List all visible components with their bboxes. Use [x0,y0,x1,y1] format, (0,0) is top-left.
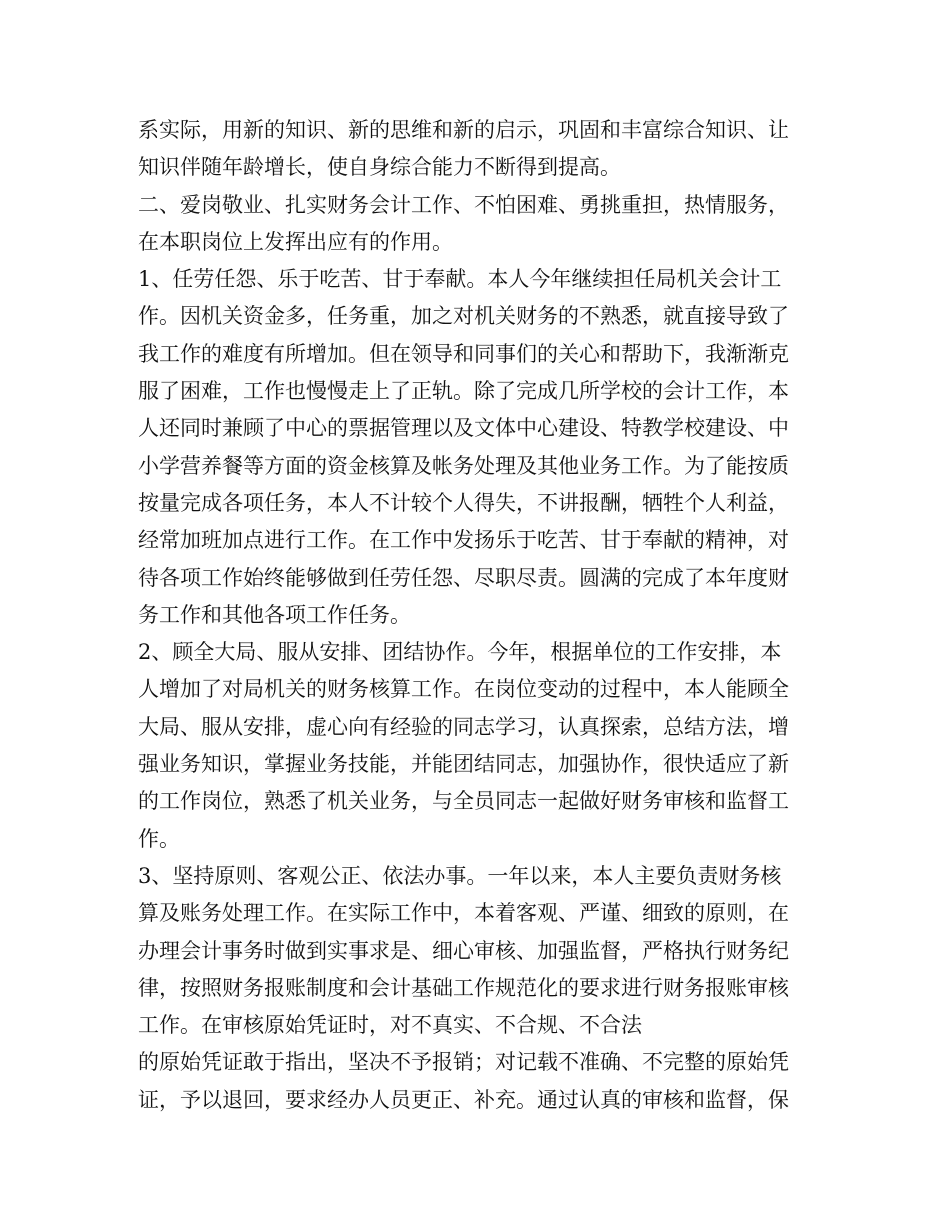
text-line: 务工作和其他各项工作任务。 [138,602,411,627]
text-line: 3、坚持原则、客观公正、依法办事。一年以来，本人主要负责财务核 [138,863,782,888]
text-line: 强业务知识，掌握业务技能，并能团结同志，加强协作，很快适应了新 [138,752,789,777]
text-line: 人还同时兼顾了中心的票据管理以及文体中心建设、特教学校建设、中 [138,416,789,441]
text-line: 在本职岗位上发挥出应有的作用。 [138,229,453,254]
text-line: 作。 [138,826,180,851]
text-line: 律，按照财务报账制度和会计基础工作规范化的要求进行财务报账审核 [138,975,789,1000]
text-line: 待各项工作始终能够做到任劳任怨、尽职尽责。圆满的完成了本年度财 [138,565,789,590]
text-line: 算及账务处理工作。在实际工作中，本着客观、严谨、细致的原则，在 [138,901,789,926]
document-body [138,112,838,1119]
text-line: 按量完成各项任务，本人不计较个人得失，不讲报酬，牺牲个人利益， [138,490,789,515]
text-line: 系实际，用新的知识、新的思维和新的启示，巩固和丰富综合知识、让 [138,118,789,142]
text-line: 工作。在审核原始凭证时，对不真实、不合规、不合法 [138,1013,642,1038]
text-line: 我工作的难度有所增加。但在领导和同事们的关心和帮助下，我渐渐克 [138,341,789,366]
text-line: 人增加了对局机关的财务核算工作。在岗位变动的过程中，本人能顾全 [138,677,789,702]
text-line: 的原始凭证敢于指出，坚决不予报销；对记载不准确、不完整的原始凭 [138,1050,789,1075]
text-line: 服了困难，工作也慢慢走上了正轨。除了完成几所学校的会计工作，本 [138,379,789,404]
text-line: 1、任劳任怨、乐于吃苦、甘于奉献。本人今年继续担任局机关会计工 [138,267,782,292]
text-line: 办理会计事务时做到实事求是、细心审核、加强监督，严格执行财务纪 [138,938,789,963]
text-line: 证，予以退回，要求经办人员更正、补充。通过认真的审核和监督，保 [138,1087,789,1112]
text-line: 二、爱岗敬业、扎实财务会计工作、不怕困难、勇挑重担，热情服务， [138,192,789,217]
text-line: 经常加班加点进行工作。在工作中发扬乐于吃苦、甘于奉献的精神，对 [138,528,789,553]
text-line: 的工作岗位，熟悉了机关业务，与全员同志一起做好财务审核和监督工 [138,789,789,814]
text-line: 作。因机关资金多，任务重，加之对机关财务的不熟悉，就直接导致了 [138,304,789,329]
text-line: 2、顾全大局、服从安排、团结协作。今年，根据单位的工作安排，本 [138,640,782,665]
text-line: 大局、服从安排，虚心向有经验的同志学习，认真探索，总结方法，增 [138,714,789,739]
text-line: 知识伴随年龄增长，使自身综合能力不断得到提高。 [138,155,621,180]
text-line: 小学营养餐等方面的资金核算及帐务处理及其他业务工作。为了能按质 [138,453,789,478]
